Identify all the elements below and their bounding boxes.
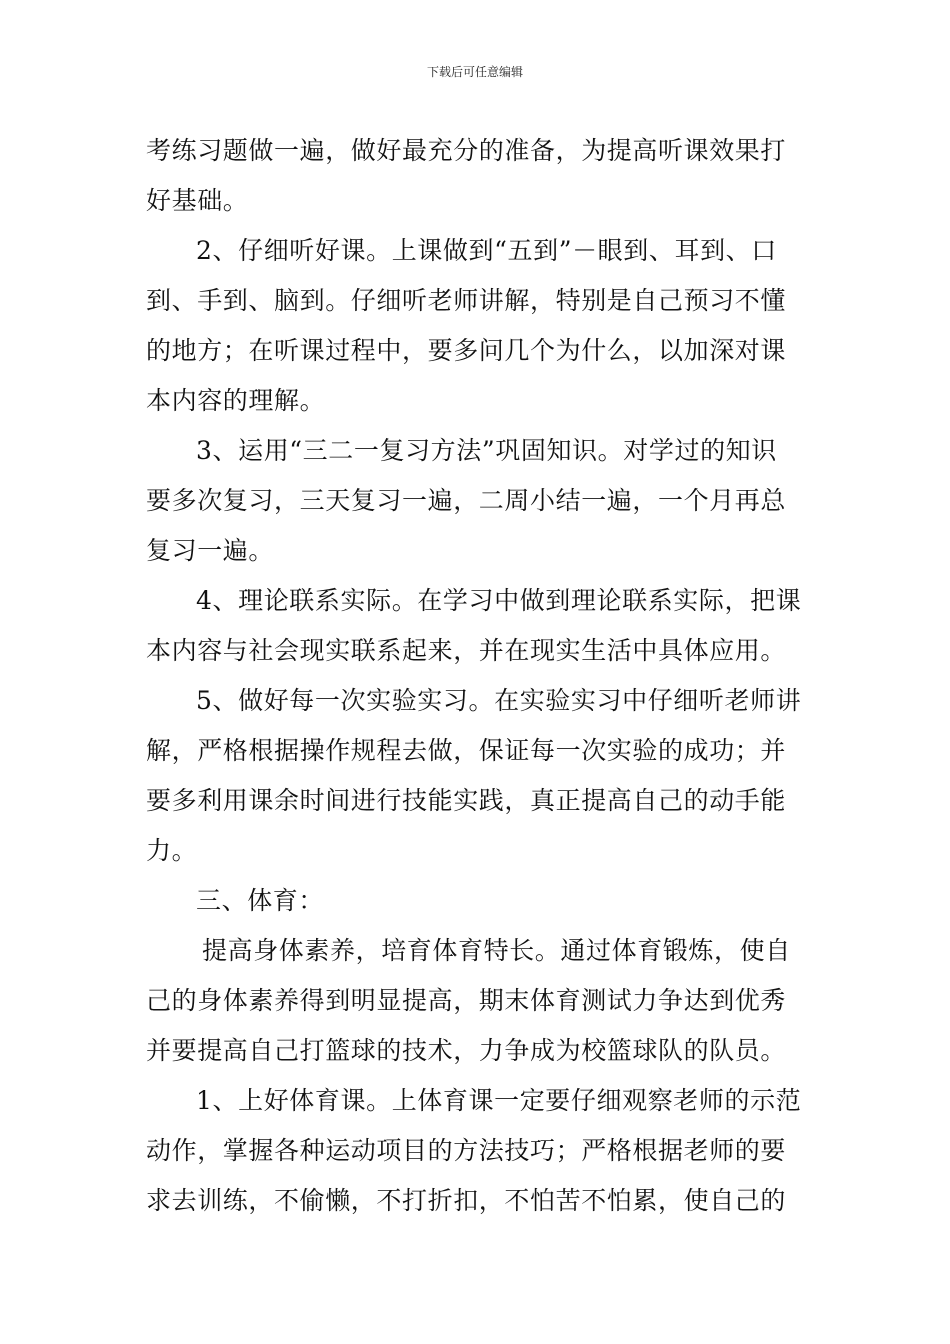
text-line: 3、运用“三二一复习方法”巩固知识。对学过的知识 [196, 436, 777, 465]
text-line: 提高身体素养，培育体育特长。通过体育锻炼，使自 [202, 936, 791, 965]
text-line: 好基础。 [146, 186, 249, 215]
text-line: 要多利用课余时间进行技能实践，真正提高自己的动手能 [146, 786, 787, 815]
text-line: 本内容与社会现实联系起来，并在现实生活中具体应用。 [146, 636, 787, 665]
text-line: 5、做好每一次实验实习。在实验实习中仔细听老师讲 [196, 686, 802, 715]
text-line: 复习一遍。 [146, 536, 275, 565]
text-line: 本内容的理解。 [146, 386, 326, 415]
document-body [146, 126, 826, 1226]
section-heading: 三、体育： [196, 886, 325, 915]
text-line: 的地方；在听课过程中，要多问几个为什么，以加深对课 [146, 336, 787, 365]
text-line: 4、理论联系实际。在学习中做到理论联系实际，把课 [196, 586, 802, 615]
text-line: 力。 [146, 836, 198, 865]
text-line: 到、手到、脑到。仔细听老师讲解，特别是自己预习不懂 [146, 286, 787, 315]
text-line: 要多次复习，三天复习一遍，二周小结一遍，一个月再总 [146, 486, 787, 515]
text-line: 1、上好体育课。上体育课一定要仔细观察老师的示范 [196, 1086, 802, 1115]
text-line: 求去训练，不偷懒，不打折扣，不怕苦不怕累，使自己的 [146, 1186, 787, 1215]
text-line: 考练习题做一遍，做好最充分的准备，为提高听课效果打 [146, 136, 787, 165]
text-line: 动作，掌握各种运动项目的方法技巧；严格根据老师的要 [146, 1136, 787, 1165]
text-line: 解，严格根据操作规程去做，保证每一次实验的成功；并 [146, 736, 787, 765]
text-line: 并要提高自己打篮球的技术，力争成为校篮球队的队员。 [146, 1036, 787, 1065]
text-line: 己的身体素养得到明显提高，期末体育测试力争达到优秀 [146, 986, 787, 1015]
text-line: 2、仔细听好课。上课做到“五到”－眼到、耳到、口 [196, 236, 777, 265]
page-header-note: 下载后可任意编辑 [426, 65, 523, 79]
